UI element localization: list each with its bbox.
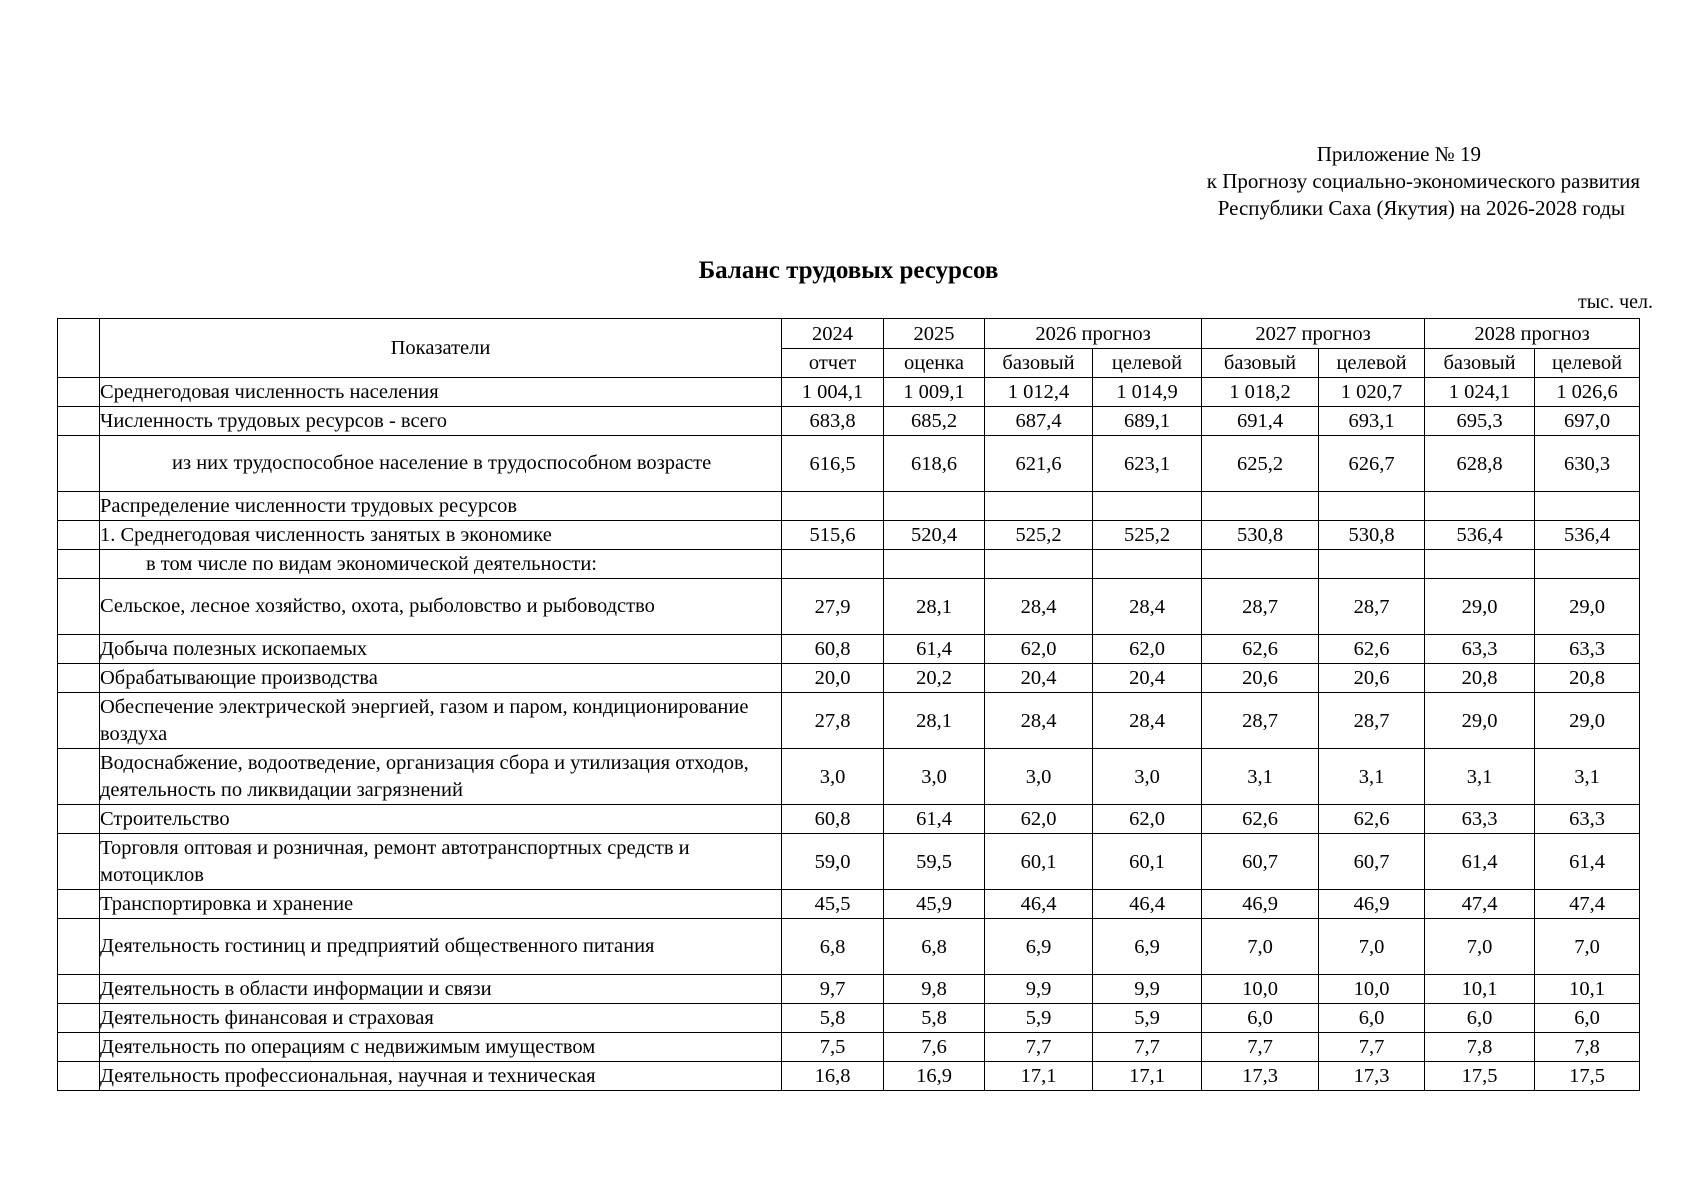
indicator-name-cell: Обеспечение электрической энергией, газом и паром, кондиционирование воздуха [100,693,782,749]
value-cell: 63,3 [1535,805,1640,834]
header-2027-base: базовый [1202,349,1319,378]
value-cell: 3,1 [1425,749,1535,805]
value-cell: 62,0 [1093,635,1202,664]
value-cell: 46,4 [985,890,1093,919]
indicator-name-cell: из них трудоспособное население в трудоспособном возрасте [100,436,782,492]
row-index-cell [58,919,100,975]
value-cell: 625,2 [1202,436,1319,492]
value-cell: 28,1 [884,579,985,635]
value-cell: 20,8 [1425,664,1535,693]
table-row [58,579,1640,635]
header-2028-target: целевой [1535,349,1640,378]
value-cell: 29,0 [1425,693,1535,749]
row-index-cell [58,635,100,664]
value-cell: 60,1 [985,834,1093,890]
value-cell: 28,7 [1319,579,1425,635]
value-cell: 60,7 [1319,834,1425,890]
value-cell: 6,8 [884,919,985,975]
value-cell: 17,1 [985,1062,1093,1091]
value-cell: 689,1 [1093,407,1202,436]
value-cell: 1 004,1 [782,378,884,407]
indicator-name-cell: Строительство [100,805,782,834]
header-row-years [58,319,1640,349]
value-cell: 17,5 [1425,1062,1535,1091]
value-cell: 683,8 [782,407,884,436]
indicator-name-cell: 1. Среднегодовая численность занятых в экономике [100,521,782,550]
header-index-cell [58,319,100,378]
value-cell [1202,492,1319,521]
value-cell: 9,7 [782,975,884,1004]
value-cell: 3,1 [1535,749,1640,805]
value-cell: 46,9 [1319,890,1425,919]
value-cell: 5,9 [1093,1004,1202,1033]
value-cell: 28,4 [985,693,1093,749]
row-index-cell [58,749,100,805]
table-row [58,890,1640,919]
indicator-name-cell: Добыча полезных ископаемых [100,635,782,664]
value-cell: 628,8 [1425,436,1535,492]
value-cell: 9,8 [884,975,985,1004]
value-cell: 63,3 [1425,805,1535,834]
indicator-name-cell: в том числе по видам экономической деятельности: [100,550,782,579]
header-2025-year: 2025 [884,319,985,349]
value-cell [782,550,884,579]
value-cell: 61,4 [1425,834,1535,890]
value-cell: 28,7 [1319,693,1425,749]
table-row [58,550,1640,579]
value-cell: 59,5 [884,834,985,890]
row-index-cell [58,693,100,749]
value-cell: 10,0 [1202,975,1319,1004]
value-cell: 7,7 [985,1033,1093,1062]
row-index-cell [58,664,100,693]
value-cell: 695,3 [1425,407,1535,436]
value-cell [1319,492,1425,521]
row-index-cell [58,579,100,635]
value-cell: 618,6 [884,436,985,492]
value-cell: 9,9 [1093,975,1202,1004]
appendix-header [1080,141,1640,222]
table-row [58,834,1640,890]
row-index-cell [58,1033,100,1062]
value-cell: 62,6 [1202,635,1319,664]
value-cell: 6,8 [782,919,884,975]
value-cell: 626,7 [1319,436,1425,492]
value-cell: 1 018,2 [1202,378,1319,407]
value-cell: 20,8 [1535,664,1640,693]
value-cell: 7,0 [1202,919,1319,975]
value-cell: 63,3 [1425,635,1535,664]
value-cell: 46,4 [1093,890,1202,919]
appendix-number: Приложение № 19 [1316,142,1481,166]
value-cell: 7,8 [1425,1033,1535,1062]
value-cell: 28,4 [1093,579,1202,635]
header-2025-estimate: оценка [884,349,985,378]
labor-balance-table [57,318,1640,1091]
value-cell: 691,4 [1202,407,1319,436]
indicator-name-cell: Численность трудовых ресурсов - всего [100,407,782,436]
value-cell: 29,0 [1425,579,1535,635]
value-cell: 62,6 [1202,805,1319,834]
value-cell: 20,6 [1202,664,1319,693]
indicator-name-cell: Обрабатывающие производства [100,664,782,693]
value-cell: 7,6 [884,1033,985,1062]
row-index-cell [58,550,100,579]
table-row [58,805,1640,834]
value-cell: 7,0 [1425,919,1535,975]
value-cell: 530,8 [1319,521,1425,550]
value-cell: 20,6 [1319,664,1425,693]
indicator-name-cell: Деятельность гостиниц и предприятий общественного питания [100,919,782,975]
value-cell: 20,2 [884,664,985,693]
value-cell: 621,6 [985,436,1093,492]
value-cell: 60,8 [782,805,884,834]
value-cell: 6,0 [1535,1004,1640,1033]
value-cell: 28,4 [985,579,1093,635]
value-cell: 17,3 [1319,1062,1425,1091]
value-cell: 10,1 [1425,975,1535,1004]
value-cell: 520,4 [884,521,985,550]
row-index-cell [58,834,100,890]
value-cell: 7,0 [1535,919,1640,975]
header-2026-target: целевой [1093,349,1202,378]
value-cell: 693,1 [1319,407,1425,436]
table-row [58,975,1640,1004]
value-cell: 1 024,1 [1425,378,1535,407]
row-index-cell [58,975,100,1004]
indicator-name-cell: Распределение численности трудовых ресурсов [100,492,782,521]
value-cell: 10,0 [1319,975,1425,1004]
value-cell: 17,3 [1202,1062,1319,1091]
value-cell: 60,1 [1093,834,1202,890]
appendix-reference: к Прогнозу социально-экономического развития [1206,169,1640,193]
value-cell: 60,8 [782,635,884,664]
value-cell: 6,9 [985,919,1093,975]
value-cell: 20,4 [985,664,1093,693]
value-cell: 3,0 [985,749,1093,805]
document-title: Баланс трудовых ресурсов [698,257,999,284]
value-cell: 616,5 [782,436,884,492]
header-2028-base: базовый [1425,349,1535,378]
indicator-name-cell: Деятельность финансовая и страховая [100,1004,782,1033]
value-cell: 536,4 [1535,521,1640,550]
table-row [58,1004,1640,1033]
value-cell: 5,8 [884,1004,985,1033]
indicator-name-cell: Транспортировка и хранение [100,890,782,919]
table-row [58,492,1640,521]
value-cell [884,550,985,579]
value-cell: 525,2 [985,521,1093,550]
value-cell [985,492,1093,521]
value-cell [782,492,884,521]
row-index-cell [58,436,100,492]
value-cell: 60,7 [1202,834,1319,890]
value-cell: 62,0 [985,635,1093,664]
value-cell: 20,0 [782,664,884,693]
value-cell: 62,6 [1319,635,1425,664]
value-cell: 7,0 [1319,919,1425,975]
value-cell: 20,4 [1093,664,1202,693]
row-index-cell [58,1004,100,1033]
row-index-cell [58,492,100,521]
value-cell: 7,8 [1535,1033,1640,1062]
value-cell: 27,8 [782,693,884,749]
value-cell: 3,1 [1202,749,1319,805]
table-row [58,436,1640,492]
value-cell: 61,4 [884,805,985,834]
table-row [58,378,1640,407]
value-cell: 1 009,1 [884,378,985,407]
value-cell: 687,4 [985,407,1093,436]
value-cell: 7,5 [782,1033,884,1062]
value-cell: 1 026,6 [1535,378,1640,407]
value-cell: 45,9 [884,890,985,919]
indicator-name-cell: Деятельность по операциям с недвижимым имуществом [100,1033,782,1062]
value-cell [1535,492,1640,521]
value-cell: 59,0 [782,834,884,890]
value-cell: 6,0 [1319,1004,1425,1033]
value-cell: 536,4 [1425,521,1535,550]
value-cell: 525,2 [1093,521,1202,550]
value-cell: 29,0 [1535,693,1640,749]
row-index-cell [58,521,100,550]
indicator-name-cell: Торговля оптовая и розничная, ремонт автотранспортных средств и мотоциклов [100,834,782,890]
value-cell: 530,8 [1202,521,1319,550]
value-cell: 16,8 [782,1062,884,1091]
row-index-cell [58,805,100,834]
indicator-name-cell: Деятельность в области информации и связи [100,975,782,1004]
value-cell: 623,1 [1093,436,1202,492]
value-cell: 1 020,7 [1319,378,1425,407]
row-index-cell [58,407,100,436]
table-row [58,521,1640,550]
value-cell: 515,6 [782,521,884,550]
value-cell: 61,4 [884,635,985,664]
value-cell [1319,550,1425,579]
value-cell: 28,4 [1093,693,1202,749]
value-cell: 1 012,4 [985,378,1093,407]
value-cell [884,492,985,521]
appendix-region-period: Республики Саха (Якутия) на 2026-2028 годы [1217,196,1625,220]
value-cell: 61,4 [1535,834,1640,890]
value-cell: 17,1 [1093,1062,1202,1091]
value-cell [1202,550,1319,579]
table-row [58,1062,1640,1091]
value-cell [1093,550,1202,579]
unit-label: тыс. чел. [1578,291,1653,313]
value-cell: 630,3 [1535,436,1640,492]
value-cell: 47,4 [1535,890,1640,919]
value-cell: 29,0 [1535,579,1640,635]
value-cell: 46,9 [1202,890,1319,919]
value-cell: 28,7 [1202,693,1319,749]
row-index-cell [58,378,100,407]
value-cell [1535,550,1640,579]
table-row [58,749,1640,805]
indicator-name-cell: Водоснабжение, водоотведение, организация сбора и утилизация отходов, деятельность по ликвидации загрязнений [100,749,782,805]
table-row [58,407,1640,436]
value-cell [1425,492,1535,521]
header-2027-forecast: 2027 прогноз [1202,319,1425,349]
header-2027-target: целевой [1319,349,1425,378]
table-row [58,693,1640,749]
value-cell: 62,0 [1093,805,1202,834]
value-cell: 28,7 [1202,579,1319,635]
value-cell: 7,7 [1093,1033,1202,1062]
value-cell: 17,5 [1535,1062,1640,1091]
value-cell: 27,9 [782,579,884,635]
value-cell: 6,9 [1093,919,1202,975]
value-cell: 1 014,9 [1093,378,1202,407]
value-cell [1093,492,1202,521]
value-cell: 3,1 [1319,749,1425,805]
value-cell: 6,0 [1202,1004,1319,1033]
row-index-cell [58,1062,100,1091]
table-body [58,378,1640,1091]
value-cell: 45,5 [782,890,884,919]
header-indicator: Показатели [100,319,782,378]
table-row [58,1033,1640,1062]
value-cell: 6,0 [1425,1004,1535,1033]
value-cell: 62,6 [1319,805,1425,834]
value-cell: 9,9 [985,975,1093,1004]
value-cell: 16,9 [884,1062,985,1091]
header-2026-base: базовый [985,349,1093,378]
header-2024-year: 2024 [782,319,884,349]
value-cell: 7,7 [1319,1033,1425,1062]
value-cell: 10,1 [1535,975,1640,1004]
value-cell: 3,0 [884,749,985,805]
value-cell: 3,0 [1093,749,1202,805]
row-index-cell [58,890,100,919]
value-cell: 5,9 [985,1004,1093,1033]
indicator-name-cell: Сельское, лесное хозяйство, охота, рыболовство и рыбоводство [100,579,782,635]
indicator-name-cell: Среднегодовая численность населения [100,378,782,407]
value-cell: 3,0 [782,749,884,805]
value-cell: 5,8 [782,1004,884,1033]
value-cell [985,550,1093,579]
header-2028-forecast: 2028 прогноз [1425,319,1640,349]
table-row [58,635,1640,664]
header-2026-forecast: 2026 прогноз [985,319,1202,349]
indicator-name-cell: Деятельность профессиональная, научная и техническая [100,1062,782,1091]
value-cell: 685,2 [884,407,985,436]
value-cell: 697,0 [1535,407,1640,436]
value-cell [1425,550,1535,579]
value-cell: 62,0 [985,805,1093,834]
value-cell: 47,4 [1425,890,1535,919]
value-cell: 63,3 [1535,635,1640,664]
value-cell: 28,1 [884,693,985,749]
table-row [58,664,1640,693]
table-row [58,919,1640,975]
header-2024-report: отчет [782,349,884,378]
value-cell: 7,7 [1202,1033,1319,1062]
